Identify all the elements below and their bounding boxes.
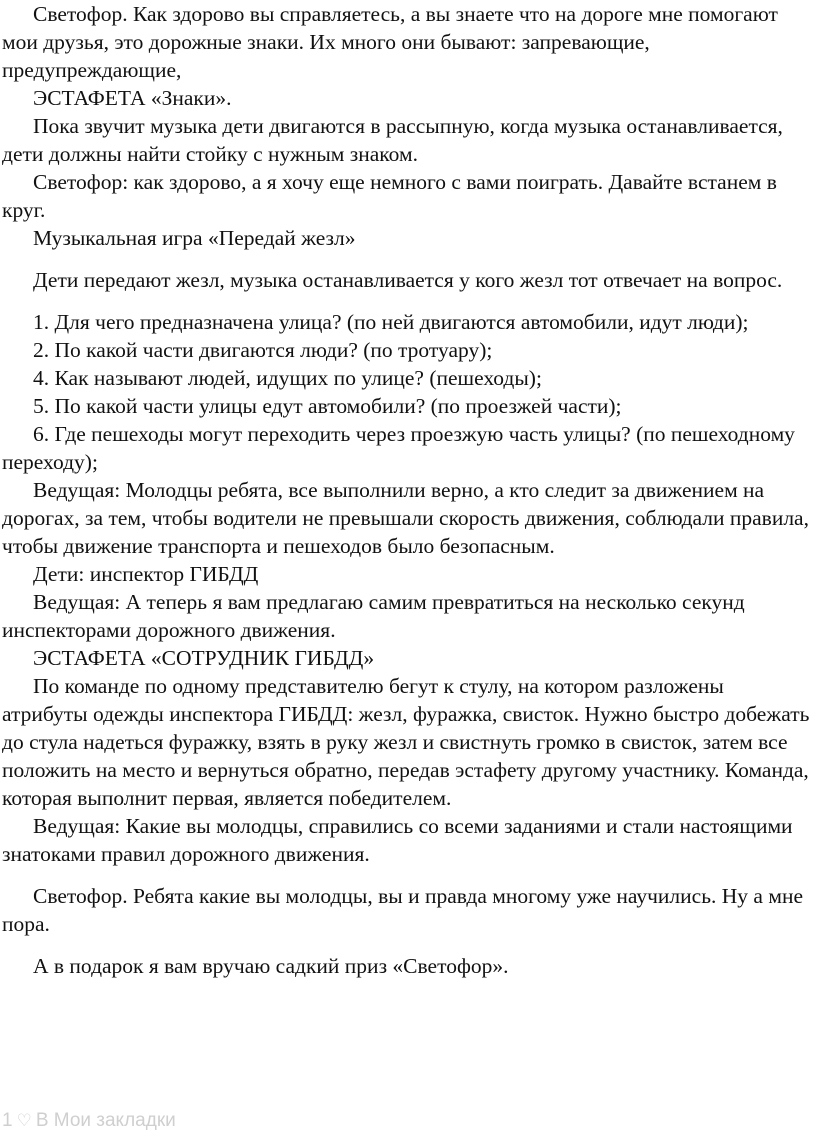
question-item: 1. Для чего предназначена улица? (по ней двигаются автомобили, идут люди); bbox=[33, 310, 749, 334]
paragraph: Ведущая: А теперь я вам предлагаю самим превратиться на несколько секунд инспекторами дорожного движения. bbox=[2, 590, 745, 642]
question-item: 5. По какой части улицы едут автомобили? (по проезжей части); bbox=[33, 394, 622, 418]
paragraph: Ведущая: Молодцы ребята, все выполнили верно, а кто следит за движением на дорогах, за тем, чтобы водители не превышали скорость движения, соблюдали правила, чтобы движение транспорта и пешеходов было безопасным. bbox=[2, 478, 809, 558]
paragraph: Дети передают жезл, музыка останавливается у кого жезл тот отвечает на вопрос. bbox=[33, 268, 783, 292]
bookmark-bar[interactable] bbox=[0, 1108, 402, 1134]
paragraph: Ведущая: Какие вы молодцы, справились со всеми заданиями и стали настоящими знатоками правил дорожного движения. bbox=[2, 814, 793, 866]
question-item: 4. Как называют людей, идущих по улице? (пешеходы); bbox=[33, 366, 542, 390]
paragraph: А в подарок я вам вручаю садкий приз «Светофор». bbox=[33, 954, 509, 978]
paragraph: Музыкальная игра «Передай жезл» bbox=[33, 226, 356, 250]
paragraph: Дети: инспектор ГИБДД bbox=[33, 562, 259, 586]
paragraph: ЭСТАФЕТА «Знаки». bbox=[33, 86, 232, 110]
heart-icon[interactable]: ♡ bbox=[16, 1111, 32, 1130]
paragraph: Пока звучит музыка дети двигаются в рассыпную, когда музыка останавливается, дети должны найти стойку с нужным знаком. bbox=[2, 114, 783, 166]
bookmark-label[interactable]: В Мои закладки bbox=[35, 1110, 176, 1131]
document-body bbox=[2, 0, 814, 980]
paragraph: Светофор. Ребята какие вы молодцы, вы и правда многому уже научились. Ну а мне пора. bbox=[2, 884, 803, 936]
paragraph: Светофор. Как здорово вы справляетесь, а вы знаете что на дороге мне помогают мои друзья, это дорожные знаки. Их много они бывают: запревающие, предупреждающие, bbox=[2, 2, 778, 82]
question-item: 6. Где пешеходы могут переходить через проезжую часть улицы? (по пешеходному переходу); bbox=[2, 422, 795, 474]
paragraph: Светофор: как здорово, а я хочу еще немного с вами поиграть. Давайте встанем в круг. bbox=[2, 170, 777, 222]
paragraph: По команде по одному представителю бегут к стулу, на котором разложены атрибуты одежды инспектора ГИБДД: жезл, фуражка, свисток. Нужно быстро добежать до стула надеться фуражку, взять в руку жезл и свистнуть громко в свисток, затем все положить на место и вернуться обратно, передав эстафету другому участнику. Команда, которая выполнит первая, является победителем. bbox=[2, 674, 810, 810]
paragraph: ЭСТАФЕТА «СОТРУДНИК ГИБДД» bbox=[33, 646, 375, 670]
bookmark-count: 1 bbox=[2, 1110, 13, 1131]
question-item: 2. По какой части двигаются люди? (по тротуару); bbox=[33, 338, 493, 362]
